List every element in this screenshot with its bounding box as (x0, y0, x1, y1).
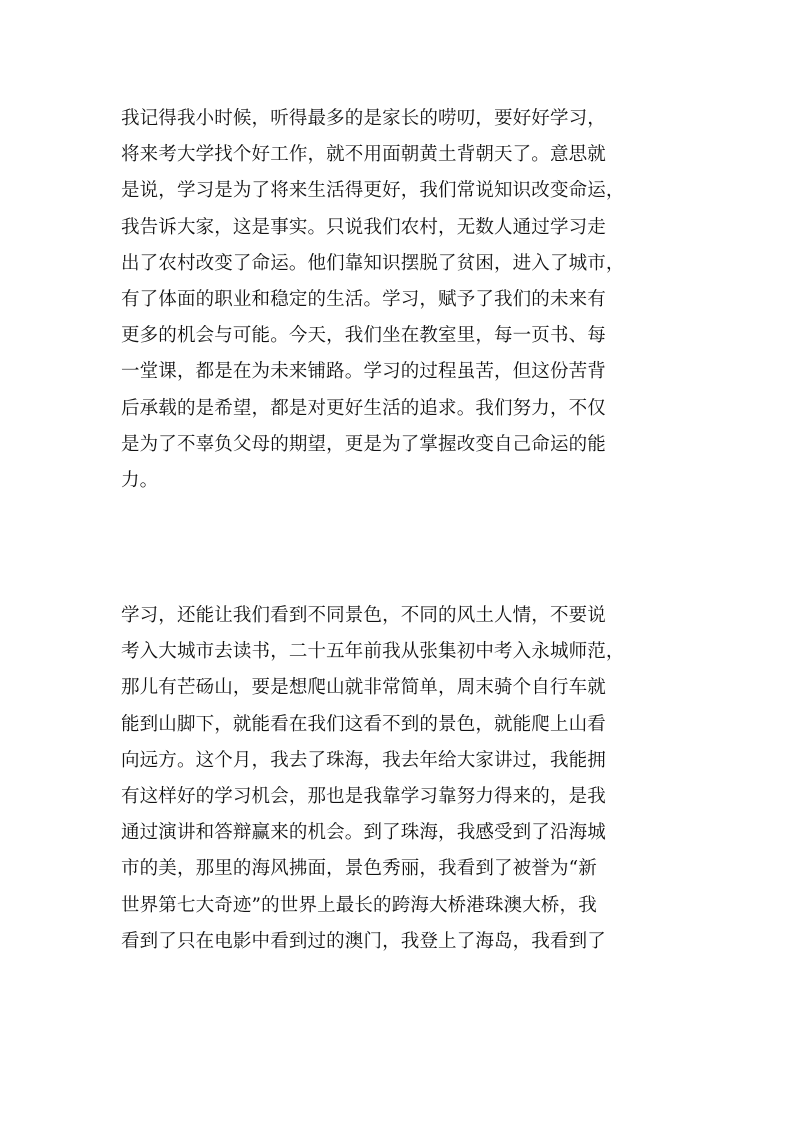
text-line: 一堂课，都是在为未来铺路。学习的过程虽苦，但这份苦背 (121, 361, 606, 383)
text-line: 世界第七大奇迹”的世界上最长的跨海大桥港珠澳大桥，我 (121, 894, 597, 916)
text-line: 是说，学习是为了将来生活得更好，我们常说知识改变命运， (121, 180, 625, 202)
paragraph-2 (121, 598, 681, 960)
text-line: 力。 (121, 469, 159, 491)
text-line: 更多的机会与可能。今天，我们坐在教室里，每一页书、每 (121, 325, 606, 347)
text-line: 学习，还能让我们看到不同景色，不同的风土人情，不要说 (121, 605, 606, 626)
text-line: 将来考大学找个好工作，就不用面朝黄土背朝天了。意思就 (121, 144, 606, 166)
text-line: 有了体面的职业和稳定的生活。学习，赋予了我们的未来有 (121, 288, 606, 310)
text-line: 后承载的是希望，都是对更好生活的追求。我们努力，不仅 (121, 397, 606, 419)
text-line: 出了农村改变了命运。他们靠知识摆脱了贫困，进入了城市， (121, 252, 625, 274)
text-line: 有这样好的学习机会，那也是我靠学习靠努力得来的，是我 (121, 785, 606, 807)
text-line: 是为了不辜负父母的期望，更是为了掌握改变自己命运的能 (121, 433, 606, 455)
paragraph-1 (121, 101, 681, 499)
text-line: 考入大城市去读书，二十五年前我从张集初中考入永城师范， (121, 641, 625, 663)
text-line: 市的美，那里的海风拂面，景色秀丽，我看到了被誉为“新 (121, 858, 597, 880)
text-line: 通过演讲和答辩赢来的机会。到了珠海，我感受到了沿海城 (121, 822, 606, 844)
text-line: 我告诉大家，这是事实。只说我们农村，无数人通过学习走 (121, 216, 606, 238)
text-line: 我记得我小时候，听得最多的是家长的唠叨，要好好学习， (121, 108, 606, 129)
text-line: 那儿有芒砀山，要是想爬山就非常简单，周末骑个自行车就 (121, 677, 606, 699)
text-line: 能到山脚下，就能看在我们这看不到的景色，就能爬上山看 (121, 713, 606, 735)
text-line: 向远方。这个月，我去了珠海，我去年给大家讲过，我能拥 (121, 749, 606, 771)
text-line: 看到了只在电影中看到过的澳门，我登上了海岛，我看到了 (121, 930, 606, 952)
